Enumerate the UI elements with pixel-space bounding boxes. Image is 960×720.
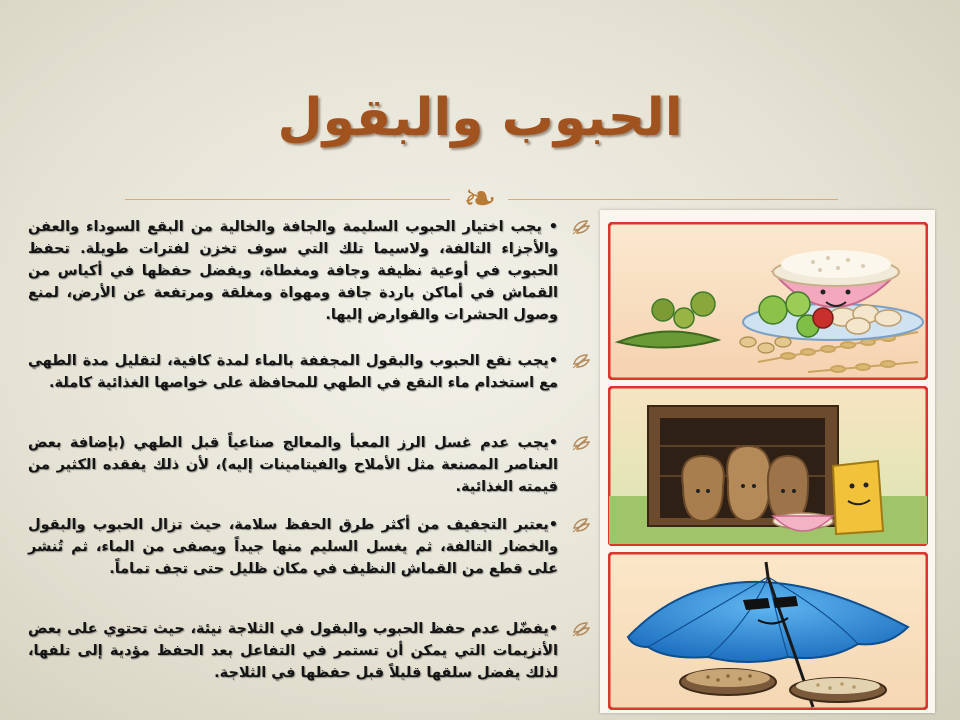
bullet-item-4 — [28, 514, 598, 580]
double-leaf-icon — [570, 218, 592, 236]
double-leaf-icon — [570, 434, 592, 452]
double-leaf-icon — [570, 620, 592, 638]
slide-title: الحبوب والبقول — [277, 88, 683, 148]
title-divider-left — [125, 199, 450, 200]
bullet-item-1 — [28, 216, 598, 326]
illustration-frame-sacks-storage — [608, 386, 928, 546]
illustration-panel — [600, 210, 935, 713]
bullet-text: •يجب عدم غسل الرز المعبأ والمعالج صناعياً قبل الطهي (بإضافة بعض العناصر المصنعة مثل الأملاح والفيتامينات إليه)، لأن ذلك يفقده الكثير من قيمته الغذائية. — [28, 435, 558, 495]
bullet-text: •يجب نقع الحبوب والبقول المجففة بالماء لمدة كافية، لتقليل مدة الطهي مع استخدام ماء النقع في الطهي للمحافظة على خواصها الغذائية كاملة. — [28, 353, 558, 391]
double-leaf-icon — [570, 516, 592, 534]
title-divider-right — [508, 199, 838, 200]
flourish-ornament-icon: ❧ — [463, 176, 497, 222]
bullet-text: •يفضّل عدم حفظ الحبوب والبقول في الثلاجة نيئة، حيث تحتوي على بعض الأنزيمات التي يمكن أن تستمر في التفاعل بعد الحفظ مؤدية إلى تلفها، لذلك يفضل سلقها قليلاً قبل حفظها في الثلاجة. — [28, 621, 558, 681]
double-leaf-icon — [570, 352, 592, 370]
illustration-frame-grains-bowl — [608, 222, 928, 380]
bullet-text: •يعتبر التجفيف من أكثر طرق الحفظ سلامة، حيث تزال الحبوب والبقول والخضار التالفة، ثم يغسل السليم منها جيداً ويصفى من الماء، ثم تُنشر على قطع من القماش النظيف في مكان ظليل حتى تجف تماماً. — [28, 517, 558, 577]
illustration-frame-umbrella-drying — [608, 552, 928, 710]
bullet-item-5 — [28, 618, 598, 684]
bullet-text: • يجب اختيار الحبوب السليمة والجافة والخالية من البقع السوداء والعفن والأجزاء التالفة، ولاسيما تلك التي سوف تخزن لفترات طويلة. تحفظ الحبوب في أوعية نظيفة وجافة ومغطاة، ويفضل حفظها في أكياس من القماش في أماكن باردة جافة ومهواة ومغلقة ومرتفعة عن الأرض، لمنع وصول الحشرات والقوارض إليها. — [28, 219, 558, 323]
bullet-item-3 — [28, 432, 598, 498]
bullet-item-2 — [28, 350, 598, 394]
